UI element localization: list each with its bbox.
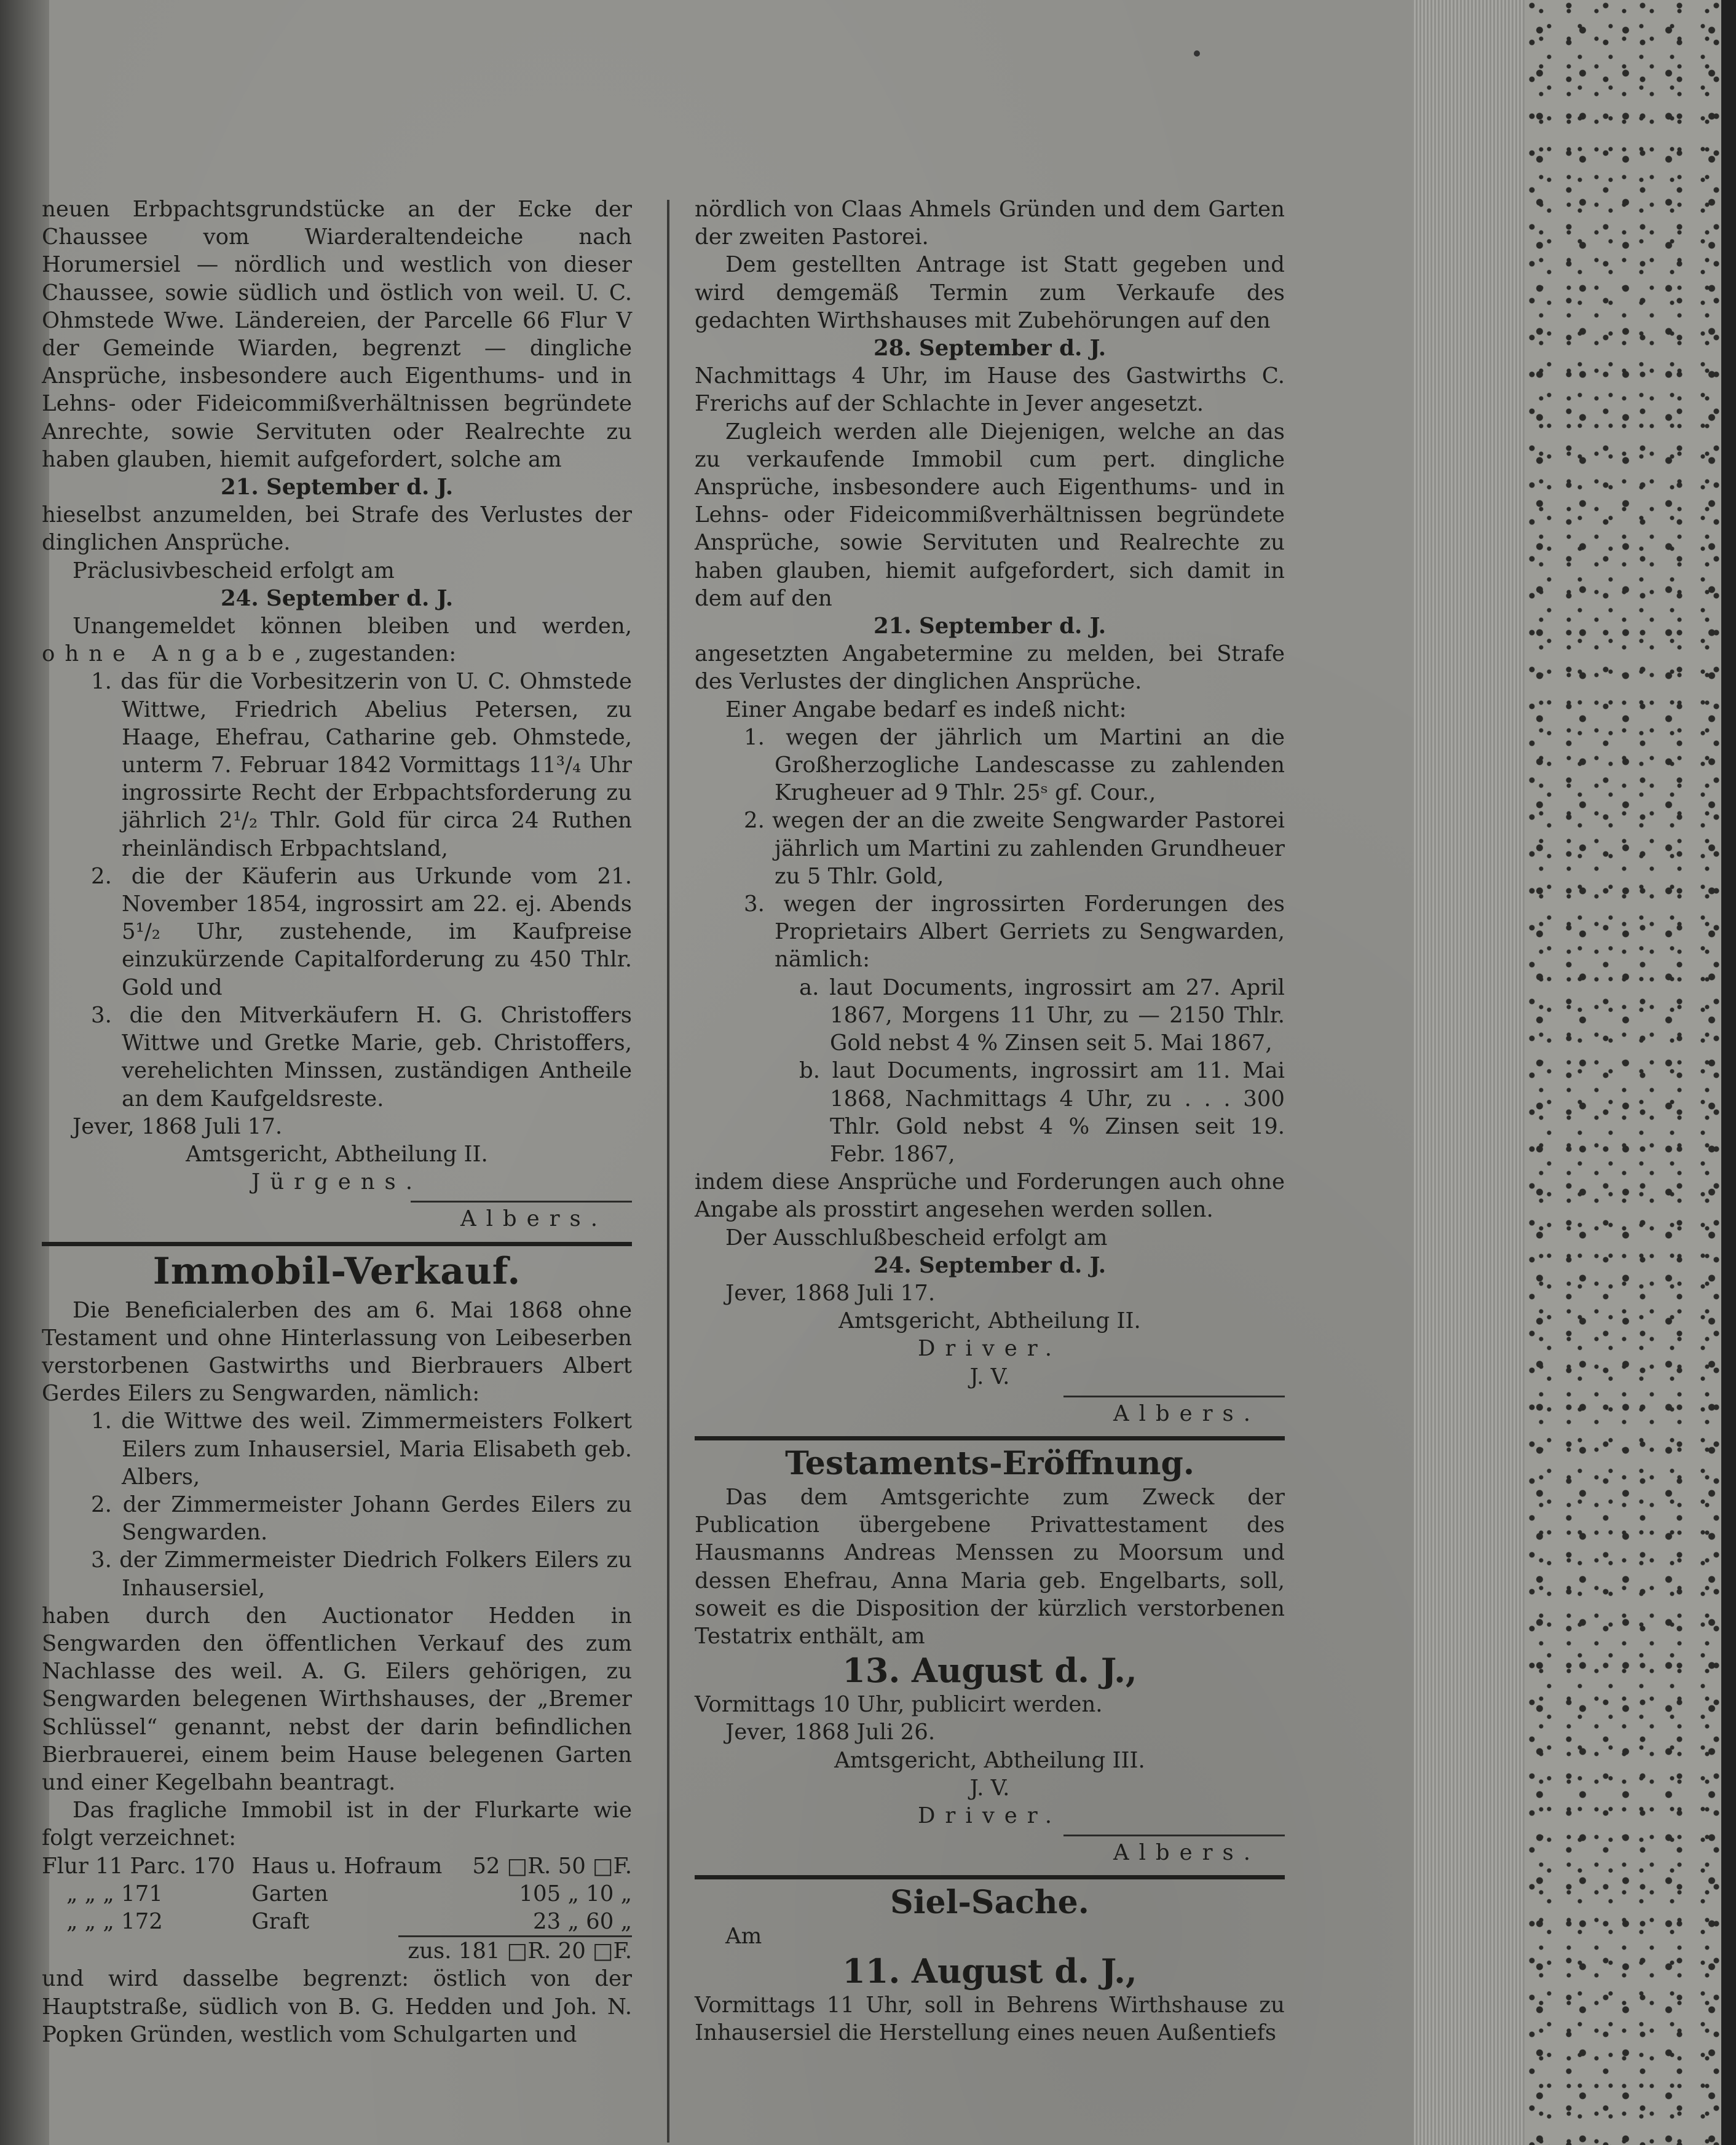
- list-item: 3. der Zimmermeister Diedrich Folkers Eilers zu Inhausersiel,: [91, 1547, 632, 1601]
- list-item: 2. die der Käuferin aus Urkunde vom 21. November 1854, ingrossirt am 22. ej. Abends 5¹/₂ Uhr, zustehende, im Kaufpreise einzukürzende Capitalforderung zu 450 Thlr. Gold und: [91, 863, 632, 1000]
- notice-text: Zugleich werden alle Diejenigen, welche an das zu verkaufende Immobil cum pert. dingliche Ansprüche, insbesondere auch Eigenthums- und in Lehns- oder Fideicommißverhältnissen begründete Ansprüche, sowie Servituten und Realrechte zu haben glauben, hiemit aufgefordert, sich damit in dem auf den: [695, 419, 1285, 611]
- column-divider: [667, 200, 669, 2143]
- place-date: Jever, 1868 Juli 17.: [725, 1280, 936, 1306]
- book-binding: [1525, 0, 1736, 2145]
- table-cell: 23 „ 60 „: [533, 1908, 632, 1934]
- signature-rule: [1063, 1396, 1285, 1397]
- list-item: 3. wegen der ingrossirten Forderungen des Proprietairs Albert Gerriets zu Sengwarden, nämlich:: [744, 891, 1285, 973]
- notice-date: 11. August d. J.,: [842, 1951, 1137, 1991]
- notice-text: Der Ausschlußbescheid erfolgt am: [725, 1225, 1108, 1250]
- notice-date: 21. September d. J.: [220, 475, 454, 500]
- judge-signature: Jürgens.: [251, 1169, 422, 1195]
- notice-date: 24. September d. J.: [873, 1252, 1107, 1278]
- table-cell: 52 □R. 50 □F.: [472, 1853, 632, 1879]
- list-item: 1. das für die Vorbesitzerin von U. C. Ohmstede Wittwe, Friedrich Abelius Petersen, zu Haage, Ehefrau, Catharine geb. Ohmstede, unterm 7. Februar 1842 Vormittags 11³/₄ Uhr ingrossirte Recht der Erbpachtsforderung zu jährlich 2¹/₂ Thlr. Gold für circa 24 Ruthen rheinländisch Erbpachtsland,: [91, 669, 632, 861]
- table-cell: 105 „ 10 „: [519, 1881, 632, 1906]
- section-heading: Immobil-Verkauf.: [152, 1249, 521, 1293]
- left-column: [42, 196, 632, 2048]
- table-cell: Graft: [251, 1908, 310, 1934]
- court-name: Amtsgericht, Abtheilung II.: [186, 1141, 488, 1167]
- notice-date: 21. September d. J.: [873, 614, 1107, 639]
- binding-shadow: [1721, 0, 1736, 2145]
- notice-text: haben durch den Auctionator Hedden in Sengwarden den öffentlichen Verkauf des zum Nachlasse des weil. A. G. Eilers gehörigen, zu Sengwarden belegenen Wirthshauses, der „Bremer Schlüssel“ genannt, nebst der darin befindlichen Bierbrauerei, einem beim Hause belegenen Garten und einer Kegelbahn beantragt.: [42, 1603, 632, 1795]
- section-heading: Siel-Sache.: [890, 1884, 1089, 1922]
- judge-signature: Driver.: [917, 1336, 1062, 1362]
- court-name: Amtsgericht, Abtheilung III.: [834, 1747, 1145, 1773]
- notice-text: Vormittags 10 Uhr, publicirt werden.: [695, 1692, 1103, 1718]
- notice-text: Dem gestellten Antrage ist Statt gegeben und wird demgemäß Termin zum Verkaufe des gedachten Wirthshauses mit Zubehörungen auf den: [695, 252, 1285, 333]
- court-name: Amtsgericht, Abtheilung II.: [838, 1308, 1141, 1334]
- notice-text: Das fragliche Immobil ist in der Flurkarte wie folgt verzeichnet:: [42, 1798, 632, 1851]
- notice-text: Am: [725, 1924, 762, 1949]
- list-item: 1. wegen der jährlich um Martini an die Großherzogliche Landescasse zu zahlenden Krugheuer ad 9 Thlr. 25ˢ gf. Cour.,: [744, 724, 1285, 806]
- table-cell: Garten: [251, 1881, 328, 1906]
- notice-date: 24. September d. J.: [220, 585, 454, 611]
- flur-table: [42, 1852, 632, 1936]
- table-cell: „ „ „ 171: [66, 1881, 163, 1906]
- signature-rule: [1063, 1835, 1285, 1836]
- notice-text: indem diese Ansprüche und Forderungen auch ohne Angabe als prosstirt angesehen werden sollen.: [695, 1169, 1285, 1223]
- table-cell: Flur 11 Parc. 170: [42, 1853, 235, 1879]
- list-item: 2. der Zimmermeister Johann Gerdes Eilers zu Sengwarden.: [91, 1491, 632, 1546]
- ink-dot: [1194, 50, 1200, 57]
- table-cell: „ „ „ 172: [66, 1908, 163, 1934]
- section-heading: Testaments-Eröffnung.: [785, 1444, 1194, 1482]
- notice-text: nördlich von Claas Ahmels Gründen und dem Garten der zweiten Pastorei.: [695, 197, 1285, 250]
- signature-rule: [411, 1201, 632, 1203]
- section-rule: [695, 1436, 1285, 1440]
- table-cell: Haus u. Hofraum: [251, 1853, 443, 1879]
- judge-signature: Driver.: [917, 1803, 1062, 1828]
- clerk-signature: Albers.: [1113, 1840, 1260, 1866]
- notice-date: 28. September d. J.: [873, 336, 1107, 361]
- notice-intro: neuen Erbpachtsgrundstücke an der Ecke der Chaussee vom Wiarderaltendeiche nach Horumersiel — nördlich und westlich von dieser Chaussee, sowie südlich und östlich von weil. U. C. Ohmstede Wwe. Ländereien, der Parcelle 66 Flur V der Gemeinde Wiarden, begrenzt — dingliche Ansprüche, insbesondere auch Eigenthums- und in Lehns- oder Fideicommißverhältnissen begründete Anrechte, sowie Servituten oder Realrechte zu haben glauben, hiemit aufgefordert, solche am: [42, 197, 632, 472]
- notice-text: Vormittags 11 Uhr, soll in Behrens Wirthshause zu Inhausersiel die Herstellung eines neuen Außentiefs: [695, 1992, 1285, 2045]
- place-date: Jever, 1868 Juli 26.: [725, 1720, 936, 1745]
- sub-list-item: a. laut Documents, ingrossirt am 27. April 1867, Morgens 11 Uhr, zu — 2150 Thlr. Gold nebst 4 % Zinsen seit 5. Mai 1867,: [799, 974, 1285, 1056]
- clerk-signature: Albers.: [460, 1206, 607, 1232]
- section-rule: [695, 1875, 1285, 1879]
- list-item: 3. die den Mitverkäufern H. G. Christoffers Wittwe und Gretke Marie, geb. Christoffers, verehelichten Minssen, zuständigen Antheile an dem Kaufgeldsreste.: [91, 1002, 632, 1112]
- notice-text: und wird dasselbe begrenzt: östlich von der Hauptstraße, südlich von B. G. Hedden und Joh. N. Popken Gründen, westlich vom Schulgarten und: [42, 1966, 632, 2047]
- notice-text: Die Beneficialerben des am 6. Mai 1868 ohne Testament und ohne Hinterlassung von Leibeserben verstorbenen Gastwirths und Bierbrauers Albert Gerdes Eilers zu Sengwarden, nämlich:: [42, 1297, 632, 1407]
- notice-text: angesetzten Angabetermine zu melden, bei Strafe des Verlustes der dinglichen Ansprüche.: [695, 641, 1285, 695]
- notice-text: Nachmittags 4 Uhr, im Hause des Gastwirths C. Frerichs auf der Schlachte in Jever angesetzt.: [695, 363, 1285, 417]
- table-row: [42, 1880, 632, 1908]
- deputy-mark: J. V.: [969, 1364, 1010, 1389]
- clerk-signature: Albers.: [1113, 1400, 1260, 1426]
- place-date: Jever, 1868 Juli 17.: [73, 1113, 283, 1139]
- notice-text: hieselbst anzumelden, bei Strafe des Verlustes der dinglichen Ansprüche.: [42, 502, 632, 556]
- list-item: 2. wegen der an die zweite Sengwarder Pastorei jährlich um Martini zu zahlenden Grundheuer zu 5 Thlr. Gold,: [744, 808, 1285, 889]
- deputy-mark: J. V.: [969, 1775, 1010, 1801]
- flur-sum: zus. 181 □R. 20 □F.: [398, 1935, 632, 1965]
- notice-date: 13. August d. J.,: [842, 1651, 1137, 1691]
- section-rule: [42, 1242, 632, 1246]
- sub-list-item: b. laut Documents, ingrossirt am 11. Mai 1868, Nachmittags 4 Uhr, zu . . . 300 Thlr. Gold nebst 4 % Zinsen seit 19. Febr. 1867,: [799, 1058, 1285, 1167]
- list-item: 1. die Wittwe des weil. Zimmermeisters Folkert Eilers zum Inhausersiel, Maria Elisabeth geb. Albers,: [91, 1408, 632, 1490]
- notice-text: Das dem Amtsgerichte zum Zweck der Publication übergebene Privattestament des Hausmanns Andreas Menssen zu Moorsum und dessen Ehefrau, Anna Maria geb. Engelbarts, soll, soweit es die Disposition der kürzlich verstorbenen Testatrix enthält, am: [695, 1484, 1285, 1649]
- page-stack-edge: [1414, 0, 1525, 2145]
- table-row: [42, 1908, 632, 1935]
- right-column: [695, 196, 1285, 2047]
- notice-text: Präclusivbescheid erfolgt am: [73, 558, 395, 583]
- notice-text: Einer Angabe bedarf es indeß nicht:: [725, 697, 1127, 722]
- table-row: [42, 1852, 632, 1880]
- notice-text: Unangemeldet können bleiben und werden, ohne Angabe, zugestanden:: [42, 614, 632, 667]
